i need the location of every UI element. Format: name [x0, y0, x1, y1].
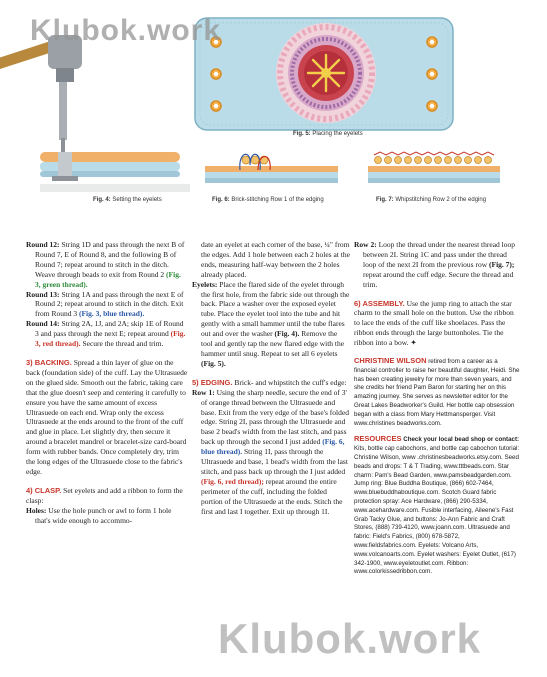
round-12-paragraph: Round 12: String 1D and pass through the next B of Round 7, E of Round 8, and the following B of Round 7; repeat around to stitch in the ditch. Weave through beads to exit from Round 2 (Fig. 3, green thread).	[26, 240, 185, 289]
holes-paragraph: Holes: Use the hole punch or awl to form 1 hole that's wide enough to accommo-	[26, 505, 172, 525]
clasp-paragraph: 4) CLASP. Set eyelets and add a ribbon to form the clasp:	[26, 485, 183, 505]
eyelet-tool-illustration	[59, 82, 67, 160]
figure-caption-fig4: Fig. 4: Setting the eyelets	[93, 197, 162, 203]
watermark-top: Klubok.work	[30, 14, 222, 47]
fig7-edging-diagram	[368, 152, 500, 183]
text-column-3	[354, 240, 521, 577]
fig6-edging-diagram	[205, 154, 338, 183]
watermark-bottom: Klubok.work	[218, 615, 482, 662]
row-1-paragraph: Row 1: Using the sharp needle, secure the end of 3' of orange thread between the Ultrasuede and base. Exit from the very edge of the base's folded edge. String 2I, pass through the Ultrasuede and base 2 bead's width from the last stitch, and pass back up through the second I just added (Fig. 6, blue thread). String 1I, pass through the Ultrasuede and base, 1 bead's width from the last stitch, and pass back up through the I just added (Fig. 6, red thread); repeat around the entire perimeter of the cuff, including the folded portion of the Ultrasuede at the ends. Stitch the first and last I together. Exit up through 1I.	[192, 387, 349, 516]
author-bio: CHRISTINE WILSON retired from a career as a financial controller to raise her beautiful daughter, Heidi. She has been creating jewelry for more than seven years, and she credits her friend Pam Baron for starting her on this amazing journey. She serves as newsletter editor for the Great Lakes Beadworker's Guild. Her bottle cap obsession began with a class from Mary Hettmansperger. Visit www.christines beadworks.com.	[354, 356, 520, 427]
round-13-paragraph: Round 13: String 1A and pass through the next E of Round 2; repeat around to stitch in the ditch. Exit from Round 3 (Fig. 3, blue thread).	[26, 289, 184, 319]
edging-paragraph: 5) EDGING. Brick- and whipstitch the cuff's edge:	[192, 377, 347, 387]
cuff-illustration	[195, 18, 453, 130]
holes-continued-paragraph: date an eyelet at each corner of the base, ¼" from the edges. Add 1 hole between each 2 holes at the ends, measuring half-way between the 2 holes already placed.	[201, 240, 350, 279]
figure-caption-fig5: Fig. 5: Placing the eyelets	[293, 131, 363, 137]
text-column-1	[26, 240, 188, 525]
text-column-2	[192, 240, 350, 516]
round-14-paragraph: Round 14: String 2A, 1J, and 2A; skip 1E of Round 3 and pass through the next E; repeat around (Fig. 3, red thread). Secure the thread and trim.	[26, 319, 186, 349]
backing-paragraph: 3) BACKING. Spread a thin layer of glue on the back (foundation side) of the cuff. Lay the Ultrasuede on the glued side. Smooth out the fabric, taking care that the glue doesn't seep and centering it carefully to ensure you have the same amount of excess Ultrasuede on each end. Wrap only the excess Ultrasuede at the ends around to the front of the cuff and glue in place. Let slightly dry, then secure it around a bracelet mandrel or bracelet-size card-board form with rubber bands. Once completely dry, trim the long edges of the Ultrasuede close to the fabric's edge.	[26, 357, 188, 476]
fig4-cross-section	[40, 152, 190, 192]
assembly-paragraph: 6) ASSEMBLY. Use the jump ring to attach the star charm to the small hole on the button. Use the ribbon to lace the ends of the cuff like shoelaces. Pass the ribbon ends through the large buttonholes. Tie the ribbon into a bow. ✦	[354, 298, 514, 348]
figure-caption-fig6: Fig. 6: Brick-stitching Row 1 of the edging	[212, 197, 324, 203]
row-2-paragraph: Row 2: Loop the thread under the nearest thread loop between 2I. String 1C and pass under the thread loop of the next 2I from the previous row (Fig. 7); repeat around the cuff edge. Secure the thread and trim.	[354, 240, 515, 289]
eyelets-paragraph: Eyelets: Place the flared side of the eyelet through the first hole, from the fabric side out through the back. Place a washer over the exposed eyelet tube. Place the eyelet tool into the tube and hit gently with a small hammer until the tube flares out and over the washer (Fig. 4). Remove the tool and gently tap the new flared edge with the hammer until snug. Repeat to set all 6 eyelets (Fig. 5).	[192, 279, 350, 368]
resources-list: RESOURCES Check your local bead shop or contact: Kits, bottle cap cabochons, and bottle cap cabochon tutorial: Christine Wilson, www .christinesbeadworks.etsy.com. Seed beads and drops: T & T Trading, www.tttbeads.com. Star charm: Pam's Bead Garden, www.pamsbeadgarden.com. Jump ring: Blue Buddha Boutique, (866) 602-7464, www.bluebuddhaboutique.com. Scotch Guard fabric protection spray: Ace Hardware, (866) 290-5334, www.acehardware.com. Fusible interfacing, Aileene's Fast Grab Tacky Glue, and buttons: Jo-Ann Fabric and Craft Stores, (888) 739-4120, www.joann.com. Ultrasuede and fabric: Field's Fabrics, (800) 678-5872, www.fieldsfabrics.com. Eyelets: Volcano Arts, www.volcanoarts.com. Eyelet washers: Eyelet Outlet, (617) 342-1900, www.eyeletoutlet.com. Ribbon: www.colorkissedribbon.com.	[354, 434, 520, 576]
figure-caption-fig7: Fig. 7: Whipstitching Row 2 of the edging	[376, 197, 487, 203]
